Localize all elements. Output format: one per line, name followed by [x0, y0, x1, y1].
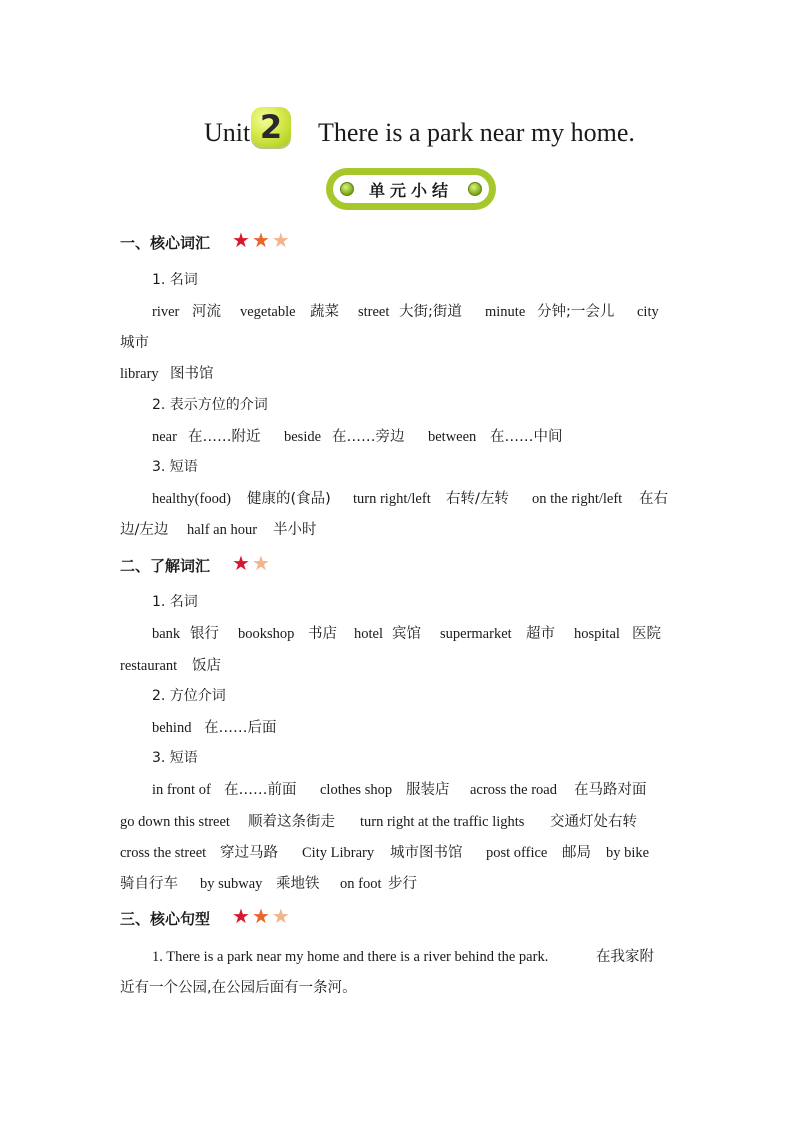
star-full-icon: ★	[232, 228, 250, 252]
vocab-line: river 河流 vegetable 蔬菜 street 大街;街道 minute 分钟;一会儿 city	[152, 304, 659, 320]
summary-banner-text: 单元小结	[368, 181, 453, 200]
unit-title-row	[0, 104, 794, 154]
subheading-nouns: 1. 名词	[152, 272, 198, 288]
star-full-icon: ★	[232, 551, 250, 575]
unit-number: 2	[259, 108, 283, 146]
vocab-line: 城市	[120, 335, 149, 351]
sentence-line: 1. There is a park near my home and there is a river behind the park. 在我家附	[152, 949, 654, 965]
vocab-line: healthy(food) 健康的(食品) turn right/left 右转/左转 on the right/left 在右	[152, 491, 668, 507]
unit-label: Unit	[204, 118, 251, 147]
vocab-line: behind 在……后面	[152, 720, 277, 736]
vocab-line: near 在……附近 beside 在……旁边 between 在……中间	[152, 429, 563, 445]
vocab-line: restaurant 饭店	[120, 658, 221, 674]
rating-stars-core-sentences	[232, 906, 292, 926]
star-half-icon: ★	[271, 904, 290, 928]
vocab-line: in front of 在……前面 clothes shop 服装店 across the road 在马路对面	[152, 782, 647, 798]
vocab-line: 骑自行车 by subway 乘地铁 on foot 步行	[120, 876, 417, 892]
subheading-phrases: 3. 短语	[152, 459, 198, 475]
vocab-line: go down this street 顺着这条街走 turn right at the traffic lights 交通灯处右转	[120, 814, 637, 830]
unit-title-text: There is a park near my home.	[318, 118, 635, 147]
rating-stars-core-vocab	[232, 230, 292, 250]
vocab-line: 边/左边 half an hour 半小时	[120, 522, 317, 538]
summary-banner-inner	[331, 173, 491, 205]
subheading-prepositions: 2. 表示方位的介词	[152, 397, 268, 413]
vocab-line: library 图书馆	[120, 366, 214, 382]
vocab-line: cross the street 穿过马路 City Library 城市图书馆 post office 邮局 by bike	[120, 845, 650, 861]
star-full-icon: ★	[251, 228, 270, 252]
star-full-icon: ★	[232, 904, 250, 928]
star-half-icon: ★	[251, 551, 270, 575]
section-heading-core-sentences: 三、核心句型	[120, 910, 211, 928]
section-heading-known-vocab: 二、了解词汇	[120, 557, 211, 575]
vocab-line: bank 银行 bookshop 书店 hotel 宾馆 supermarket 超市 hospital 医院	[152, 626, 661, 642]
rating-stars-known-vocab	[232, 553, 272, 573]
unit-number-badge	[251, 107, 291, 147]
subheading-nouns: 1. 名词	[152, 594, 198, 610]
section-heading-core-vocab: 一、核心词汇	[120, 234, 211, 252]
subheading-phrases: 3. 短语	[152, 750, 198, 766]
star-half-icon: ★	[271, 228, 290, 252]
subheading-prepositions: 2. 方位介词	[152, 688, 226, 704]
sentence-line: 近有一个公园,在公园后面有一条河。	[120, 980, 357, 996]
star-full-icon: ★	[251, 904, 270, 928]
summary-banner	[326, 168, 496, 210]
